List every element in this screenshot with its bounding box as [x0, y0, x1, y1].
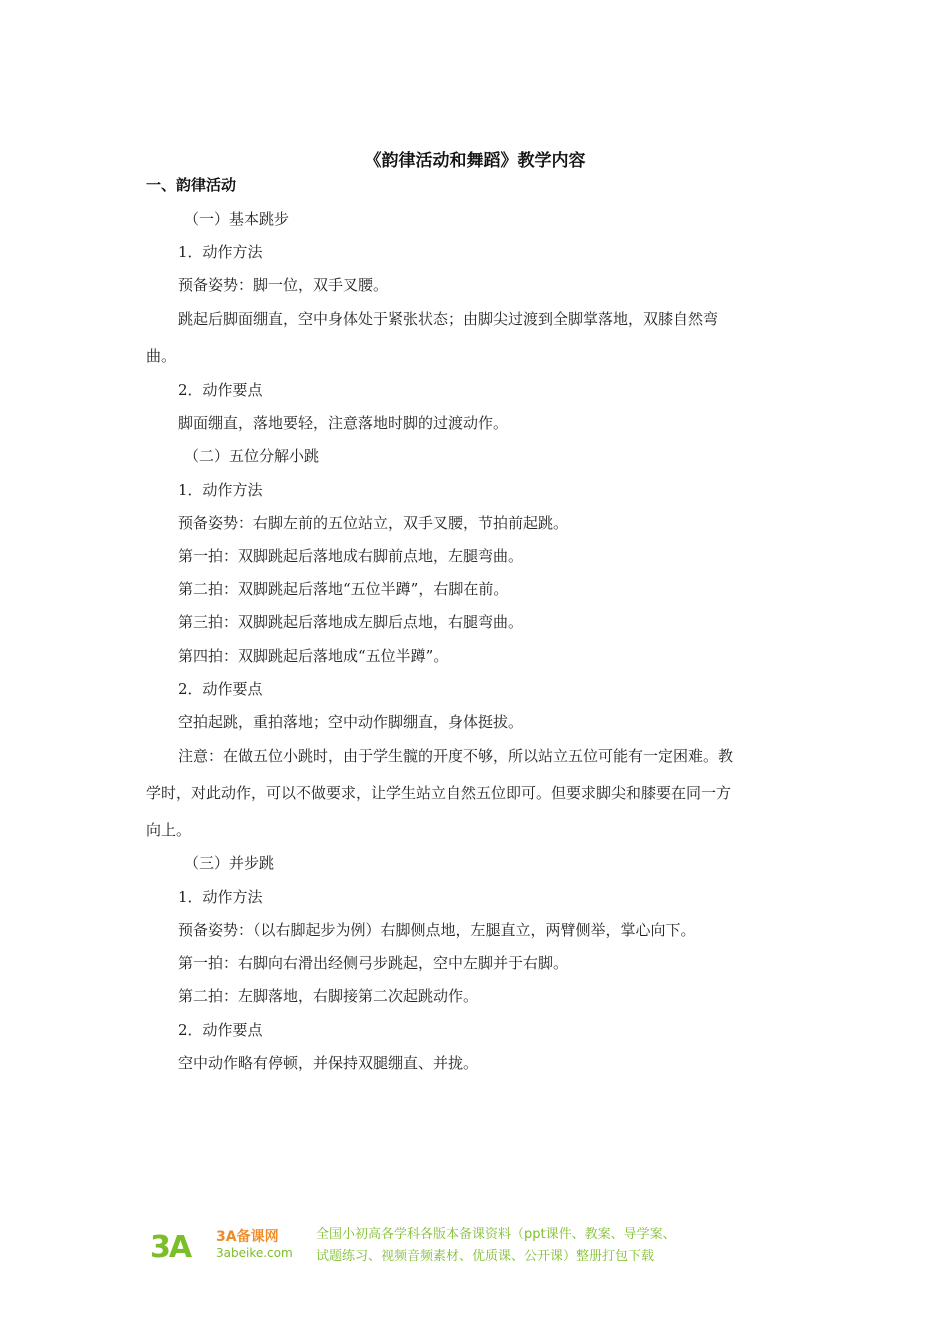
- paragraph: 1．动作方法: [178, 243, 263, 261]
- document-title: 《韵律活动和舞蹈》教学内容: [364, 151, 586, 171]
- paragraph: 第一拍：右脚向右滑出经侧弓步跳起，空中左脚并于右脚。: [178, 954, 569, 972]
- section-heading: 一、韵律活动: [146, 176, 237, 194]
- subsection-heading: （二）五位分解小跳: [184, 447, 320, 465]
- paragraph: 第二拍：左脚落地，右脚接第二次起跳动作。: [178, 987, 479, 1005]
- footer-text-line: 全国小初高各学科各版本备课资料（ppt课件、教案、导学案、: [316, 1227, 676, 1242]
- paragraph: 第一拍：双脚跳起后落地成右脚前点地，左腿弯曲。: [178, 547, 524, 565]
- paragraph: 1．动作方法: [178, 888, 263, 906]
- paragraph: 跳起后脚面绷直，空中身体处于紧张状态；由脚尖过渡到全脚掌落地，双膝自然弯: [178, 310, 719, 328]
- paragraph: 第三拍：双脚跳起后落地成左脚后点地，右腿弯曲。: [178, 613, 524, 631]
- footer-banner: [150, 1224, 800, 1270]
- logo-mark: 3A: [150, 1230, 191, 1265]
- paragraph: 预备姿势：右脚左前的五位站立，双手叉腰，节拍前起跳。: [178, 514, 569, 532]
- paragraph: 第四拍：双脚跳起后落地成“五位半蹲”。: [178, 647, 449, 665]
- paragraph: 注意：在做五位小跳时，由于学生髋的开度不够，所以站立五位可能有一定困难。教: [178, 747, 734, 765]
- site-logo[interactable]: [150, 1224, 300, 1270]
- subsection-heading: （一）基本跳步: [184, 210, 290, 228]
- paragraph: 预备姿势：（以右脚起步为例）右脚侧点地，左腿直立，两臂侧举，掌心向下。: [178, 921, 696, 939]
- footer-description: [316, 1224, 800, 1268]
- paragraph: 第二拍：双脚跳起后落地“五位半蹲”，右脚在前。: [178, 580, 509, 598]
- paragraph: 1．动作方法: [178, 481, 263, 499]
- paragraph: 学时，对此动作，可以不做要求，让学生站立自然五位即可。但要求脚尖和膝要在同一方: [146, 784, 732, 802]
- footer-text-line: 试题练习、视频音频素材、优质课、公开课）整册打包下载: [316, 1249, 655, 1264]
- paragraph: 2．动作要点: [178, 381, 263, 399]
- paragraph: 2．动作要点: [178, 1021, 263, 1039]
- paragraph: 脚面绷直，落地要轻，注意落地时脚的过渡动作。: [178, 414, 509, 432]
- paragraph: 空拍起跳，重拍落地；空中动作脚绷直，身体挺拔。: [178, 713, 524, 731]
- paragraph: 向上。: [146, 821, 192, 839]
- logo-url[interactable]: 3abeike.com: [216, 1246, 293, 1260]
- paragraph: 预备姿势：脚一位，双手叉腰。: [178, 276, 389, 294]
- paragraph: 曲。: [146, 347, 177, 365]
- subsection-heading: （三）并步跳: [184, 854, 275, 872]
- paragraph: 空中动作略有停顿，并保持双腿绷直、并拢。: [178, 1054, 479, 1072]
- paragraph: 2．动作要点: [178, 680, 263, 698]
- logo-name: 3A备课网: [216, 1229, 279, 1245]
